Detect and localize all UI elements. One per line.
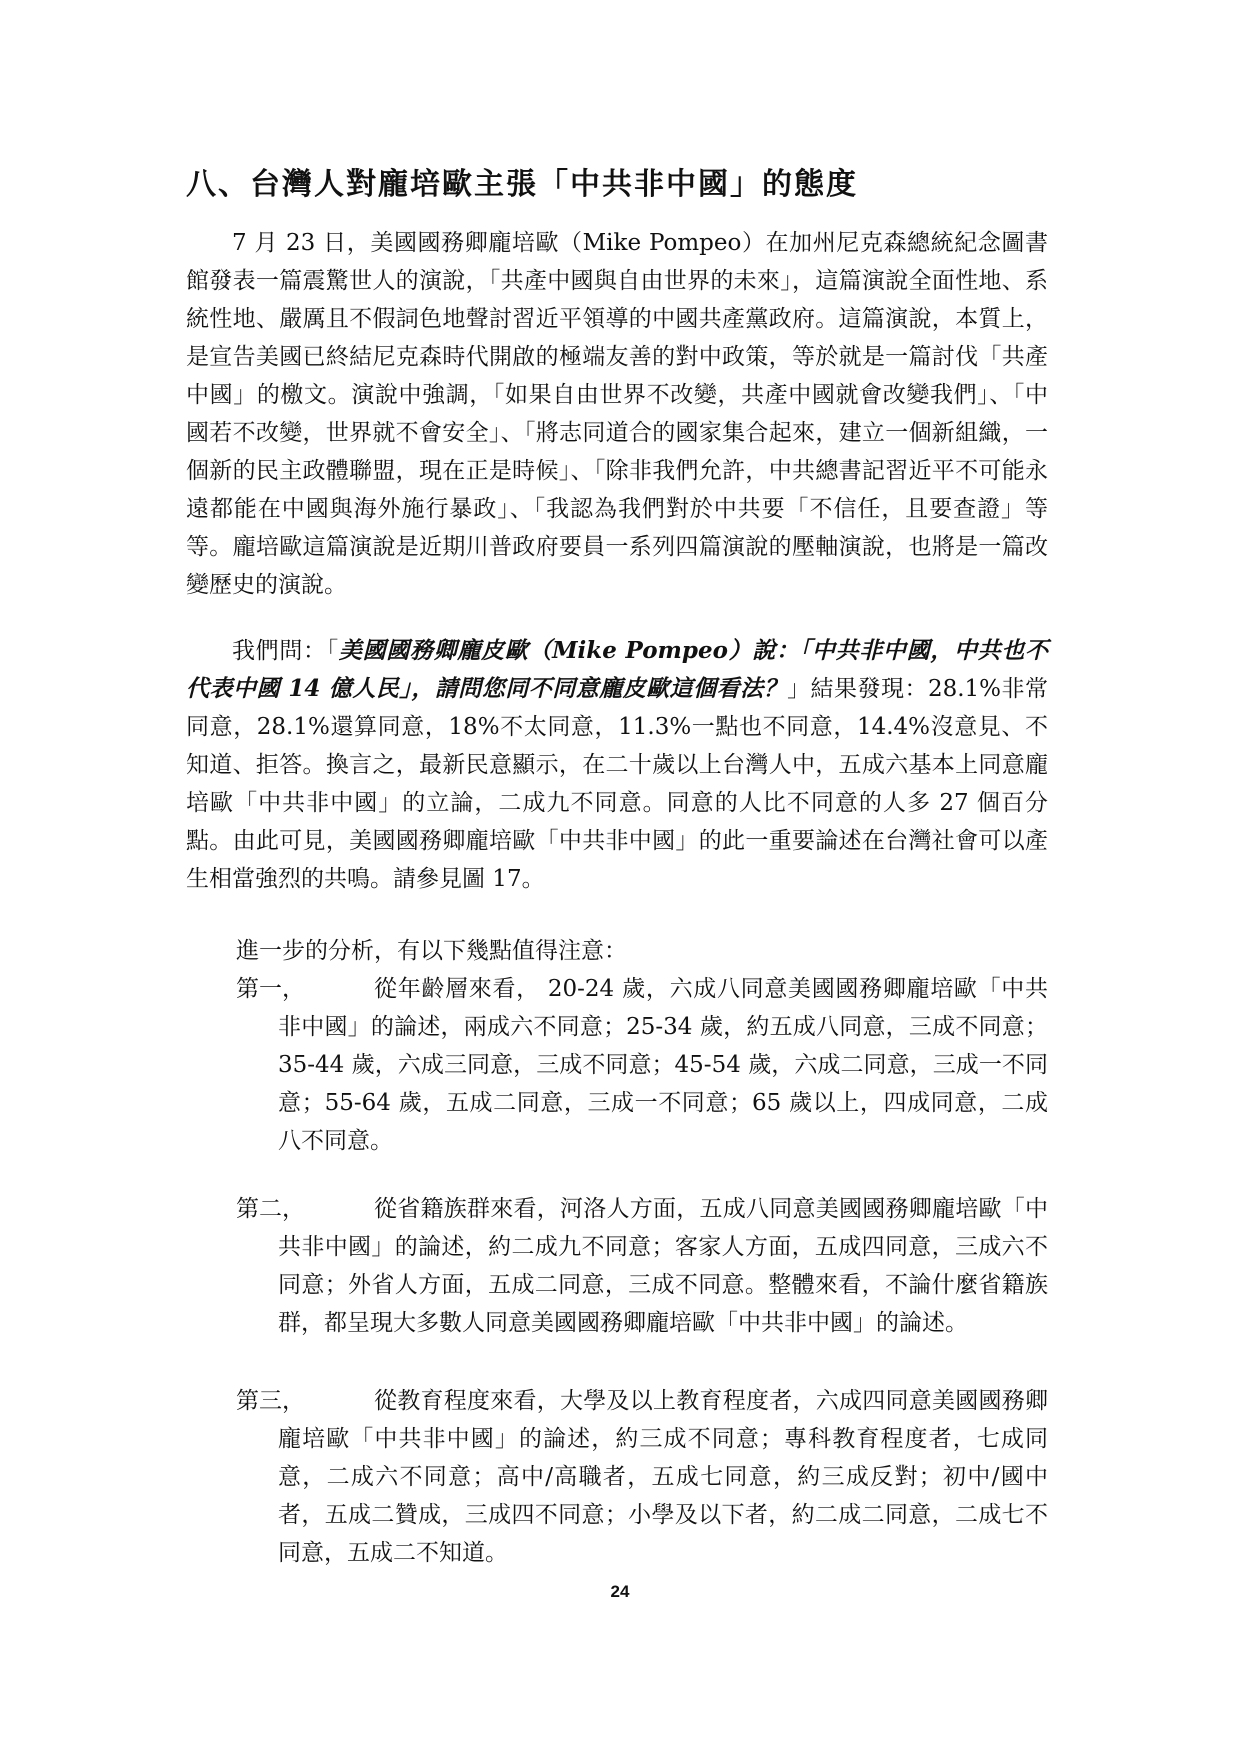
- item-text: 從教育程度來看，大學及以上教育程度者，六成四同意美國國務卿龐培歐「中共非中國」的論述，約三成不同意；專科教育程度者，七成同意，二成六不同意；高中/高職者，五成七同意，約三成反對；初中/國中者，五成二贊成，三成四不同意；小學及以下者，約二成二同意，二成七不同意，五成二不知道。: [278, 1388, 1048, 1566]
- section-heading: 八、台灣人對龐培歐主張「中共非中國」的態度: [186, 167, 858, 202]
- page-number: 24: [610, 1582, 630, 1601]
- paragraph-speech-summary: 7 月 23 日，美國國務卿龐培歐（Mike Pompeo）在加州尼克森總統紀念圖書館發表一篇震驚世人的演說，「共產中國與自由世界的未來」，這篇演說全面性地、系統性地、嚴厲且不假詞色地聲討習近平領導的中國共產黨政府。這篇演說，本質上，是宣告美國已終結尼克森時代開啟的極端友善的對中政策，等於就是一篇討伐「共產中國」的檄文。演說中強調，「如果自由世界不改變，共產中國就會改變我們」、「中國若不改變，世界就不會安全」、「將志同道合的國家集合起來，建立一個新組織，一個新的民主政體聯盟，現在正是時候」、「除非我們允許，中共總書記習近平不可能永遠都能在中國與海外施行暴政」、「我認為我們對於中共要「不信任，且要查證」等等。龐培歐這篇演說是近期川普政府要員一系列四篇演說的壓軸演說，也將是一篇改變歷史的演說。: [186, 230, 1048, 598]
- analysis-item-education: [236, 1382, 1048, 1572]
- paragraph-survey-result: [186, 632, 1048, 898]
- item-text: 從省籍族群來看，河洛人方面，五成八同意美國國務卿龐培歐「中共非中國」的論述，約二成九不同意；客家人方面，五成四同意，三成六不同意；外省人方面，五成二同意，三成不同意。整體來看，不論什麼省籍族群，都呈現大多數人同意美國國務卿龐培歐「中共非中國」的論述。: [278, 1196, 1048, 1336]
- item-number: 第三，: [236, 1388, 305, 1414]
- item-number: 第二，: [236, 1196, 305, 1222]
- analysis-item-ethnicity: [236, 1190, 1048, 1342]
- question-prefix: 我們問：「: [232, 638, 339, 664]
- survey-result-text: 」結果發現：28.1%非常同意，28.1%還算同意，18%不太同意，11.3%一點也不同意，14.4%沒意見、不知道、拒答。換言之，最新民意顯示，在二十歲以上台灣人中，五成六基本上同意龐培歐「中共非中國」的立論，二成九不同意。同意的人比不同意的人多 27 個百分點。由此可見，美國國務卿龐培歐「中共非中國」的此一重要論述在台灣社會可以產生相當強烈的共鳴。請參見圖 17。: [186, 676, 1048, 892]
- item-number: 第一，: [236, 976, 305, 1002]
- analysis-item-age: [236, 970, 1048, 1160]
- item-text: 從年齡層來看， 20-24 歲，六成八同意美國國務卿龐培歐「中共非中國」的論述，兩成六不同意；25-34 歲，約五成八同意，三成不同意；35-44 歲，六成三同意，三成不同意；45-54 歲，六成二同意，三成一不同意；55-64 歲，五成二同意，三成一不同意；65 歲以上，四成同意，二成八不同意。: [278, 976, 1048, 1154]
- analysis-lead: 進一步的分析，有以下幾點值得注意：: [236, 938, 627, 964]
- survey-question: 美國國務卿龐皮歐（Mike Pompeo）說：「中共非中國，中共也不代表中國 14 億人民」，請問您同不同意龐皮歐這個看法？: [186, 637, 1049, 702]
